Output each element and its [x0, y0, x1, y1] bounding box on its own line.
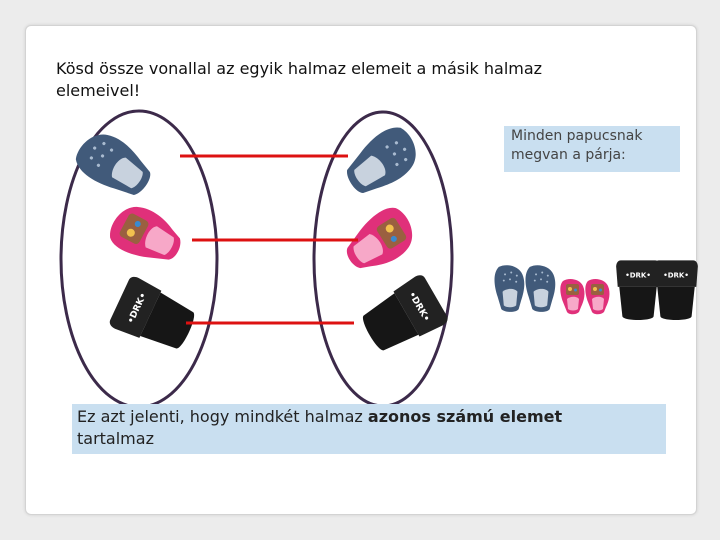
pair-blue-clog-2	[526, 265, 556, 312]
summary-line-1	[77, 406, 666, 428]
pair-black-slide-1	[616, 260, 660, 320]
summary-prefix: Ez azt jelenti, hogy mindkét halmaz	[77, 407, 368, 426]
right-black-slide	[356, 273, 450, 360]
summary-box	[72, 404, 666, 454]
instruction-line-1: Kösd össze vonallal az egyik halmaz elemeit a másik halmaz	[56, 59, 543, 78]
instruction-line-2: elemeivel!	[56, 81, 141, 100]
pairs-note-box	[504, 126, 680, 172]
left-pink-clog	[104, 198, 189, 274]
slide	[9, 3, 697, 515]
pair-pink-clog-2	[585, 279, 609, 314]
summary-line-2: tartalmaz	[77, 429, 154, 448]
pair-pink-clog-1	[560, 279, 584, 314]
pairs-illustration	[495, 260, 698, 320]
summary-emphasis: azonos számú elemet	[367, 407, 563, 426]
left-blue-clog	[70, 124, 159, 207]
pair-black-slide-2	[654, 260, 698, 320]
right-blue-clog	[337, 120, 426, 203]
pair-blue-clog-1	[495, 265, 525, 312]
set-matching-diagram: •DRK•	[26, 26, 696, 514]
pairs-note-line-1: Minden papucsnak	[511, 128, 643, 144]
pairs-note-line-2: megvan a párja:	[511, 147, 626, 163]
left-black-slide	[108, 275, 201, 358]
